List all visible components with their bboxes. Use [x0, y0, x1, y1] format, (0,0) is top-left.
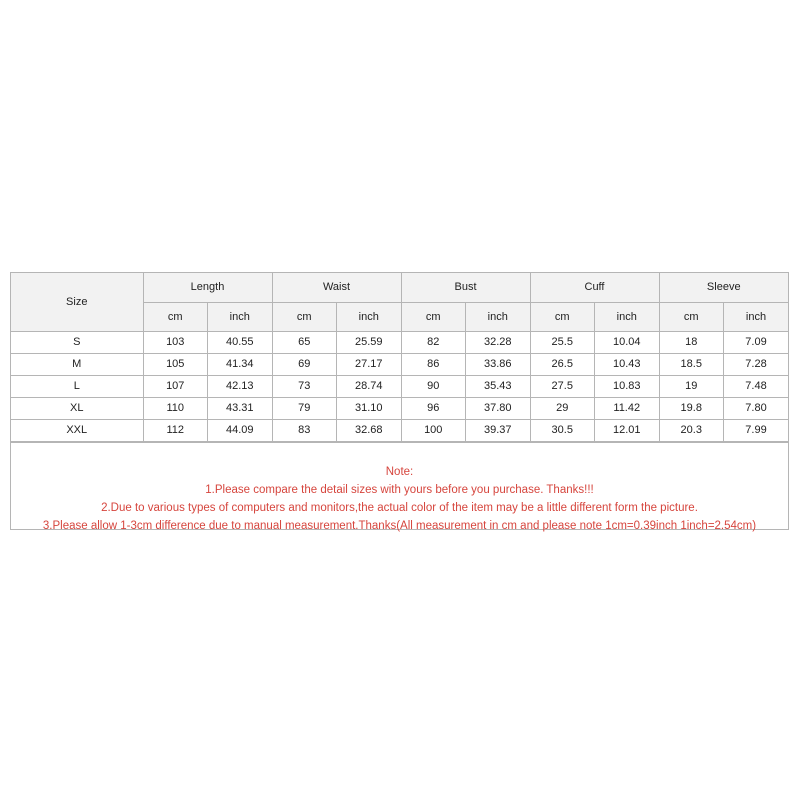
measurement-cell: 10.04 [595, 331, 660, 353]
unit-header-inch: inch [466, 302, 531, 331]
unit-header-cm: cm [272, 302, 337, 331]
size-column-header: Size [11, 273, 143, 331]
measurement-cell: 7.28 [724, 353, 789, 375]
unit-header-inch: inch [208, 302, 273, 331]
measurement-cell: 12.01 [595, 419, 660, 441]
measurement-cell: 32.28 [466, 331, 531, 353]
unit-header-inch: inch [724, 302, 789, 331]
measurement-cell: 10.83 [595, 375, 660, 397]
group-header-waist: Waist [272, 273, 401, 302]
unit-header-inch: inch [595, 302, 660, 331]
table-header-row [11, 273, 788, 302]
measurement-cell: 73 [272, 375, 337, 397]
size-chart [10, 272, 789, 530]
table-row [11, 397, 788, 419]
measurement-cell: 79 [272, 397, 337, 419]
measurement-cell: 65 [272, 331, 337, 353]
table-row [11, 375, 788, 397]
measurement-cell: 32.68 [337, 419, 402, 441]
measurement-cell: 25.59 [337, 331, 402, 353]
measurement-cell: 82 [401, 331, 466, 353]
measurement-cell: 30.5 [530, 419, 595, 441]
measurement-cell: 11.42 [595, 397, 660, 419]
measurement-cell: 107 [143, 375, 208, 397]
measurement-cell: 7.80 [724, 397, 789, 419]
measurement-cell: 41.34 [208, 353, 273, 375]
measurement-cell: 27.17 [337, 353, 402, 375]
measurement-cell: 19 [659, 375, 724, 397]
measurement-cell: 37.80 [466, 397, 531, 419]
measurement-cell: 86 [401, 353, 466, 375]
measurement-cell: 39.37 [466, 419, 531, 441]
size-table [11, 273, 788, 442]
unit-header-cm: cm [401, 302, 466, 331]
measurement-cell: 103 [143, 331, 208, 353]
measurement-cell: 7.48 [724, 375, 789, 397]
group-header-sleeve: Sleeve [659, 273, 788, 302]
table-body [11, 331, 788, 441]
measurement-cell: 26.5 [530, 353, 595, 375]
size-cell: XXL [11, 419, 143, 441]
group-header-bust: Bust [401, 273, 530, 302]
measurement-cell: 31.10 [337, 397, 402, 419]
measurement-cell: 29 [530, 397, 595, 419]
measurement-cell: 33.86 [466, 353, 531, 375]
measurement-cell: 96 [401, 397, 466, 419]
size-cell: XL [11, 397, 143, 419]
table-row [11, 331, 788, 353]
unit-header-cm: cm [143, 302, 208, 331]
measurement-cell: 83 [272, 419, 337, 441]
size-cell: L [11, 375, 143, 397]
measurement-cell: 112 [143, 419, 208, 441]
table-row [11, 419, 788, 441]
note-line-2: 2.Due to various types of computers and monitors,the actual color of the item may be a little different form the picture. [101, 501, 698, 514]
group-header-cuff: Cuff [530, 273, 659, 302]
measurement-cell: 90 [401, 375, 466, 397]
measurement-cell: 110 [143, 397, 208, 419]
measurement-cell: 44.09 [208, 419, 273, 441]
measurement-cell: 69 [272, 353, 337, 375]
size-cell: S [11, 331, 143, 353]
notes-section [11, 442, 788, 536]
measurement-cell: 7.99 [724, 419, 789, 441]
measurement-cell: 40.55 [208, 331, 273, 353]
note-line-1: 1.Please compare the detail sizes with yours before you purchase. Thanks!!! [205, 483, 594, 496]
note-line-3: 3.Please allow 1-3cm difference due to manual measurement.Thanks(All measurement in cm and please note 1cm=0.39inch 1inch=2.54cm) [42, 519, 757, 532]
measurement-cell: 28.74 [337, 375, 402, 397]
measurement-cell: 42.13 [208, 375, 273, 397]
unit-header-inch: inch [337, 302, 402, 331]
measurement-cell: 20.3 [659, 419, 724, 441]
table-row [11, 353, 788, 375]
measurement-cell: 18 [659, 331, 724, 353]
unit-header-cm: cm [659, 302, 724, 331]
measurement-cell: 10.43 [595, 353, 660, 375]
measurement-cell: 105 [143, 353, 208, 375]
measurement-cell: 18.5 [659, 353, 724, 375]
unit-header-cm: cm [530, 302, 595, 331]
measurement-cell: 19.8 [659, 397, 724, 419]
measurement-cell: 35.43 [466, 375, 531, 397]
measurement-cell: 25.5 [530, 331, 595, 353]
group-header-length: Length [143, 273, 272, 302]
note-title: Note: [385, 465, 414, 478]
measurement-cell: 27.5 [530, 375, 595, 397]
measurement-cell: 43.31 [208, 397, 273, 419]
size-cell: M [11, 353, 143, 375]
measurement-cell: 7.09 [724, 331, 789, 353]
measurement-cell: 100 [401, 419, 466, 441]
